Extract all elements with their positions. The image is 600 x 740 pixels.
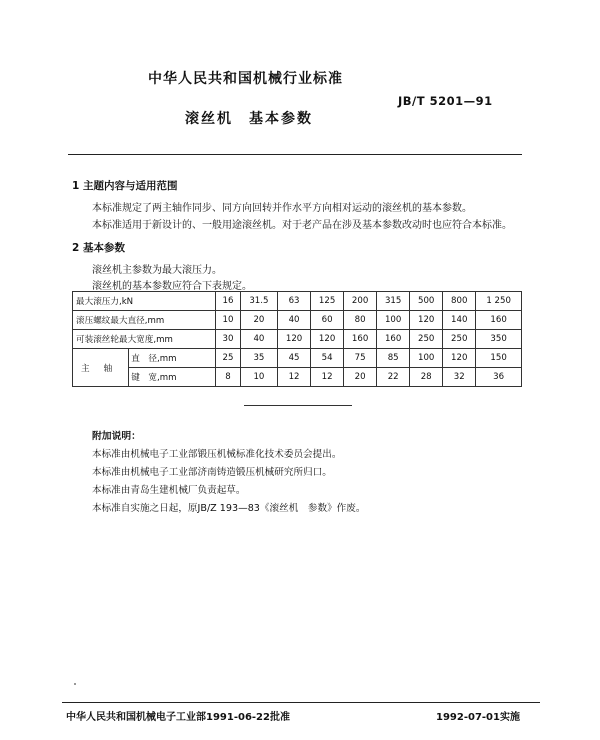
- notes-line: 本标准由青岛生建机械厂负责起草。: [92, 485, 246, 496]
- section-2-heading: 2 基本参数: [72, 242, 125, 254]
- document-title: 滚丝机 基本参数: [185, 111, 313, 127]
- table-cell: 140: [443, 311, 476, 330]
- section-1-paragraph-1: 本标准规定了两主轴作同步、同方向回转并作水平方向相对运动的滚丝机的基本参数。: [92, 203, 472, 214]
- effective-date: 1992-07-01实施: [436, 712, 520, 723]
- table-cell: 85: [377, 349, 410, 368]
- table-cell: 30: [216, 330, 241, 349]
- row-label: 可装滚丝轮最大宽度,mm: [73, 330, 216, 349]
- section-2-paragraph-1: 滚丝机主参数为最大滚压力。: [92, 265, 222, 276]
- table-cell: 12: [311, 368, 344, 387]
- table-cell: 40: [240, 330, 277, 349]
- table-cell: 54: [311, 349, 344, 368]
- table-cell: 150: [476, 349, 522, 368]
- table-cell: 31.5: [240, 292, 277, 311]
- table-cell: 16: [216, 292, 241, 311]
- table-cell: 500: [410, 292, 443, 311]
- scan-speck: [74, 683, 76, 685]
- table-cell: 250: [443, 330, 476, 349]
- table-cell: 100: [410, 349, 443, 368]
- table-cell: 10: [216, 311, 241, 330]
- approval-date: 中华人民共和国机械电子工业部1991-06-22批准: [66, 712, 290, 723]
- table-cell: 28: [410, 368, 443, 387]
- table-cell: 250: [410, 330, 443, 349]
- table-cell: 100: [377, 311, 410, 330]
- table-cell: 1 250: [476, 292, 522, 311]
- table-cell: 160: [344, 330, 377, 349]
- row-label: 键 宽,mm: [129, 368, 216, 387]
- table-cell: 800: [443, 292, 476, 311]
- section-2-paragraph-2: 滚丝机的基本参数应符合下表规定。: [92, 281, 252, 292]
- table-cell: 25: [216, 349, 241, 368]
- table-cell: 63: [278, 292, 311, 311]
- table-cell: 20: [240, 311, 277, 330]
- table-cell: 22: [377, 368, 410, 387]
- table-row: [73, 368, 522, 387]
- table-cell: 10: [240, 368, 277, 387]
- table-cell: 8: [216, 368, 241, 387]
- table-cell: 75: [344, 349, 377, 368]
- table-cell: 125: [311, 292, 344, 311]
- group-label-spindle: 主轴: [73, 349, 129, 387]
- table-cell: 120: [443, 349, 476, 368]
- notes-line: 本标准自实施之日起，原JB/Z 193—83《滚丝机 参数》作废。: [92, 503, 366, 514]
- table-cell: 160: [377, 330, 410, 349]
- table-cell: 80: [344, 311, 377, 330]
- table-end-divider: [244, 405, 352, 406]
- footer-divider: [62, 702, 540, 703]
- table-cell: 20: [344, 368, 377, 387]
- notes-line: 本标准由机械电子工业部锻压机械标准化技术委员会提出。: [92, 449, 342, 460]
- table-cell: 45: [278, 349, 311, 368]
- row-label: 直 径,mm: [129, 349, 216, 368]
- table-cell: 200: [344, 292, 377, 311]
- table-cell: 315: [377, 292, 410, 311]
- row-label: 最大滚压力,kN: [73, 292, 216, 311]
- table-cell: 120: [278, 330, 311, 349]
- table-row: [73, 330, 522, 349]
- row-label: 滚压螺纹最大直径,mm: [73, 311, 216, 330]
- notes-line: 本标准由机械电子工业部济南铸造锻压机械研究所归口。: [92, 467, 332, 478]
- section-1-paragraph-2: 本标准适用于新设计的、一般用途滚丝机。对于老产品在涉及基本参数改动时也应符合本标准。: [92, 220, 512, 231]
- table-row: [73, 311, 522, 330]
- standard-code: JB/T 5201—91: [398, 94, 493, 108]
- table-cell: 120: [311, 330, 344, 349]
- table-row: [73, 292, 522, 311]
- section-1-heading: 1 主题内容与适用范围: [72, 180, 178, 192]
- table-row: [73, 349, 522, 368]
- table-cell: 60: [311, 311, 344, 330]
- header-divider: [68, 154, 522, 155]
- table-cell: 40: [278, 311, 311, 330]
- table-cell: 32: [443, 368, 476, 387]
- table-cell: 350: [476, 330, 522, 349]
- table-cell: 160: [476, 311, 522, 330]
- table-cell: 120: [410, 311, 443, 330]
- issuing-organization: 中华人民共和国机械行业标准: [148, 71, 343, 87]
- notes-heading: 附加说明：: [92, 431, 141, 442]
- table-cell: 12: [278, 368, 311, 387]
- parameters-table: [72, 291, 522, 387]
- table-cell: 35: [240, 349, 277, 368]
- table-cell: 36: [476, 368, 522, 387]
